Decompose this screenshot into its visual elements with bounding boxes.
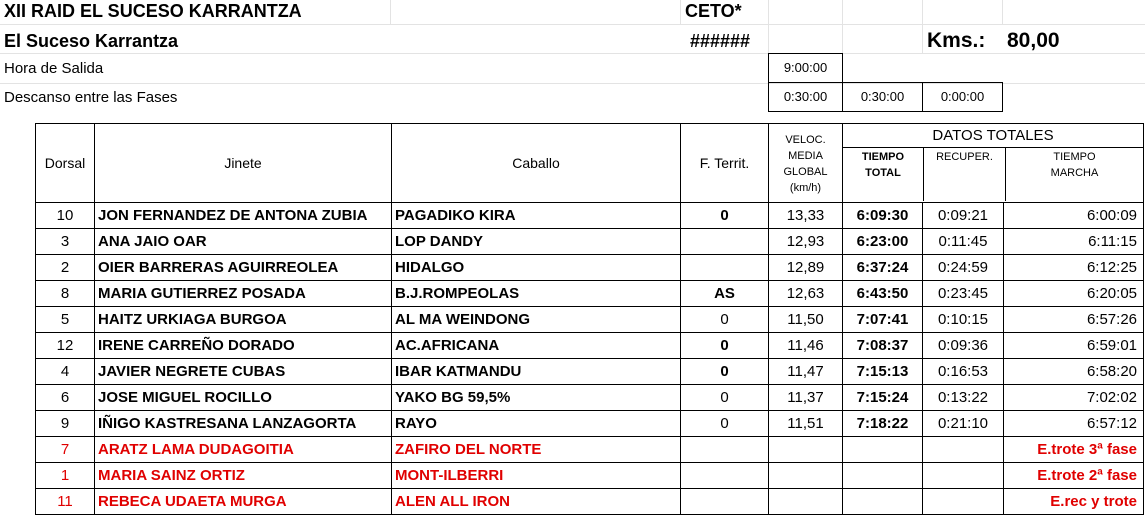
recuper-cell [923,463,1004,489]
veloc-cell: 11,50 [769,307,843,333]
caballo-cell: IBAR KATMANDU [392,359,681,385]
dorsal-cell: 10 [36,203,95,229]
table-row [36,229,1144,255]
col-tiempo-marcha [1006,148,1143,201]
tiempo-total-line-2: TOTAL [865,167,901,179]
territorial-cell: 0 [681,333,769,359]
tiempo-total-cell [843,463,923,489]
tiempo-marcha-cell: 6:00:09 [1004,203,1144,229]
table-row [36,385,1144,411]
veloc-cell: 11,47 [769,359,843,385]
jinete-cell: HAITZ URKIAGA BURGOA [95,307,392,333]
veloc-line-2: MEDIA [788,150,823,162]
tiempo-total-cell: 6:09:30 [843,203,923,229]
territorial-cell [681,229,769,255]
veloc-line-3: GLOBAL [783,166,828,178]
dorsal-cell: 1 [36,463,95,489]
eliminated-row [36,463,1144,489]
status-cell: E.rec y trote [1004,489,1144,515]
jinete-cell: JAVIER NEGRETE CUBAS [95,359,392,385]
veloc-cell: 11,37 [769,385,843,411]
recuper-cell [923,437,1004,463]
caballo-cell: LOP DANDY [392,229,681,255]
tiempo-marcha-cell: 7:02:02 [1004,385,1144,411]
veloc-cell: 11,51 [769,411,843,437]
rest-time-cell-1: 0:30:00 [768,82,843,112]
category-label: CETO* [685,1,742,21]
recuper-cell: 0:09:21 [923,203,1004,229]
caballo-cell: ALEN ALL IRON [392,489,681,515]
dorsal-cell: 4 [36,359,95,385]
caballo-cell: PAGADIKO KIRA [392,203,681,229]
tiempo-total-cell [843,489,923,515]
table-row [36,203,1144,229]
veloc-cell: 13,33 [769,203,843,229]
rest-label: Descanso entre las Fases [4,89,178,106]
tiempo-total-cell: 7:07:41 [843,307,923,333]
tiempo-marcha-line-2: MARCHA [1050,167,1099,179]
tiempo-total-cell: 7:18:22 [843,411,923,437]
territorial-cell [681,437,769,463]
col-tiempo-total [843,148,924,201]
kms-label: Kms.: [927,29,986,52]
territorial-cell [681,463,769,489]
datos-totales-group [843,124,1144,203]
jinete-cell: REBECA UDAETA MURGA [95,489,392,515]
territorial-cell: 0 [681,359,769,385]
start-time-label: Hora de Salida [4,60,104,77]
tiempo-marcha-cell: 6:20:05 [1004,281,1144,307]
territorial-cell: 0 [681,411,769,437]
jinete-cell: ARATZ LAMA DUDAGOITIA [95,437,392,463]
datos-totales-subheaders [843,147,1143,201]
jinete-cell: JOSE MIGUEL ROCILLO [95,385,392,411]
jinete-cell: IÑIGO KASTRESANA LANZAGORTA [95,411,392,437]
table-row [36,359,1144,385]
dorsal-cell: 7 [36,437,95,463]
jinete-cell: OIER BARRERAS AGUIRREOLEA [95,255,392,281]
territorial-cell: 0 [681,203,769,229]
dorsal-cell: 9 [36,411,95,437]
veloc-cell [769,489,843,515]
territorial-cell: 0 [681,307,769,333]
veloc-cell: 12,63 [769,281,843,307]
dorsal-cell: 2 [36,255,95,281]
status-cell: E.trote 3ª fase [1004,437,1144,463]
recuper-cell: 0:21:10 [923,411,1004,437]
datos-totales-title: DATOS TOTALES [932,127,1054,144]
territorial-cell [681,489,769,515]
table-row [36,281,1144,307]
tiempo-total-cell: 7:15:24 [843,385,923,411]
recuper-cell [923,489,1004,515]
results-table [35,123,1144,515]
territorial-cell: 0 [681,385,769,411]
table-row [36,307,1144,333]
col-dorsal: Dorsal [36,124,95,203]
rest-time-cell-2: 0:30:00 [842,82,923,112]
col-jinete: Jinete [95,124,392,203]
dorsal-cell: 3 [36,229,95,255]
caballo-cell: RAYO [392,411,681,437]
col-recuper: RECUPER. [924,148,1006,201]
tiempo-marcha-cell: 6:11:15 [1004,229,1144,255]
eliminated-row [36,437,1144,463]
rest-time-cell-3: 0:00:00 [922,82,1003,112]
caballo-cell: MONT-ILBERRI [392,463,681,489]
tiempo-total-line-1: TIEMPO [861,151,905,163]
veloc-cell: 11,46 [769,333,843,359]
jinete-cell: JON FERNANDEZ DE ANTONA ZUBIA [95,203,392,229]
kms-value: 80,00 [1007,29,1060,52]
veloc-cell [769,437,843,463]
tiempo-total-cell: 6:43:50 [843,281,923,307]
territorial-cell: AS [681,281,769,307]
caballo-cell: AC.AFRICANA [392,333,681,359]
caballo-cell: YAKO BG 59,5% [392,385,681,411]
col-velocidad [769,124,843,203]
recuper-cell: 0:24:59 [923,255,1004,281]
territorial-cell [681,255,769,281]
dorsal-cell: 12 [36,333,95,359]
date-cell: ###### [690,31,751,51]
col-territorial: F. Territ. [681,124,769,203]
jinete-cell: IRENE CARREÑO DORADO [95,333,392,359]
header-row [36,124,1144,203]
jinete-cell: ANA JAIO OAR [95,229,392,255]
dorsal-cell: 8 [36,281,95,307]
jinete-cell: MARIA GUTIERREZ POSADA [95,281,392,307]
eliminated-row [36,489,1144,515]
status-cell: E.trote 2ª fase [1004,463,1144,489]
tiempo-total-cell [843,437,923,463]
start-time-cell: 9:00:00 [768,53,843,83]
recuper-cell: 0:09:36 [923,333,1004,359]
tiempo-marcha-cell: 6:12:25 [1004,255,1144,281]
tiempo-marcha-cell: 6:57:12 [1004,411,1144,437]
dorsal-cell: 6 [36,385,95,411]
col-caballo: Caballo [392,124,681,203]
caballo-cell: HIDALGO [392,255,681,281]
veloc-cell: 12,93 [769,229,843,255]
tiempo-total-cell: 6:37:24 [843,255,923,281]
table-row [36,411,1144,437]
recuper-cell: 0:13:22 [923,385,1004,411]
recuper-cell: 0:11:45 [923,229,1004,255]
recuper-cell: 0:16:53 [923,359,1004,385]
tiempo-total-cell: 7:15:13 [843,359,923,385]
sheet-title: XII RAID EL SUCESO KARRANTZA [4,1,302,21]
dorsal-cell: 5 [36,307,95,333]
recuper-cell: 0:10:15 [923,307,1004,333]
tiempo-total-cell: 6:23:00 [843,229,923,255]
tiempo-marcha-line-1: TIEMPO [1053,151,1096,163]
dorsal-cell: 11 [36,489,95,515]
tiempo-marcha-cell: 6:59:01 [1004,333,1144,359]
tiempo-total-cell: 7:08:37 [843,333,923,359]
tiempo-marcha-cell: 6:57:26 [1004,307,1144,333]
veloc-line-4: (km/h) [789,182,822,194]
table-row [36,255,1144,281]
caballo-cell: ZAFIRO DEL NORTE [392,437,681,463]
caballo-cell: AL MA WEINDONG [392,307,681,333]
veloc-line-1: VELOC. [785,134,826,146]
caballo-cell: B.J.ROMPEOLAS [392,281,681,307]
jinete-cell: MARIA SAINZ ORTIZ [95,463,392,489]
tiempo-marcha-cell: 6:58:20 [1004,359,1144,385]
recuper-cell: 0:23:45 [923,281,1004,307]
event-name: El Suceso Karrantza [4,31,179,51]
table-row [36,333,1144,359]
veloc-cell [769,463,843,489]
veloc-cell: 12,89 [769,255,843,281]
